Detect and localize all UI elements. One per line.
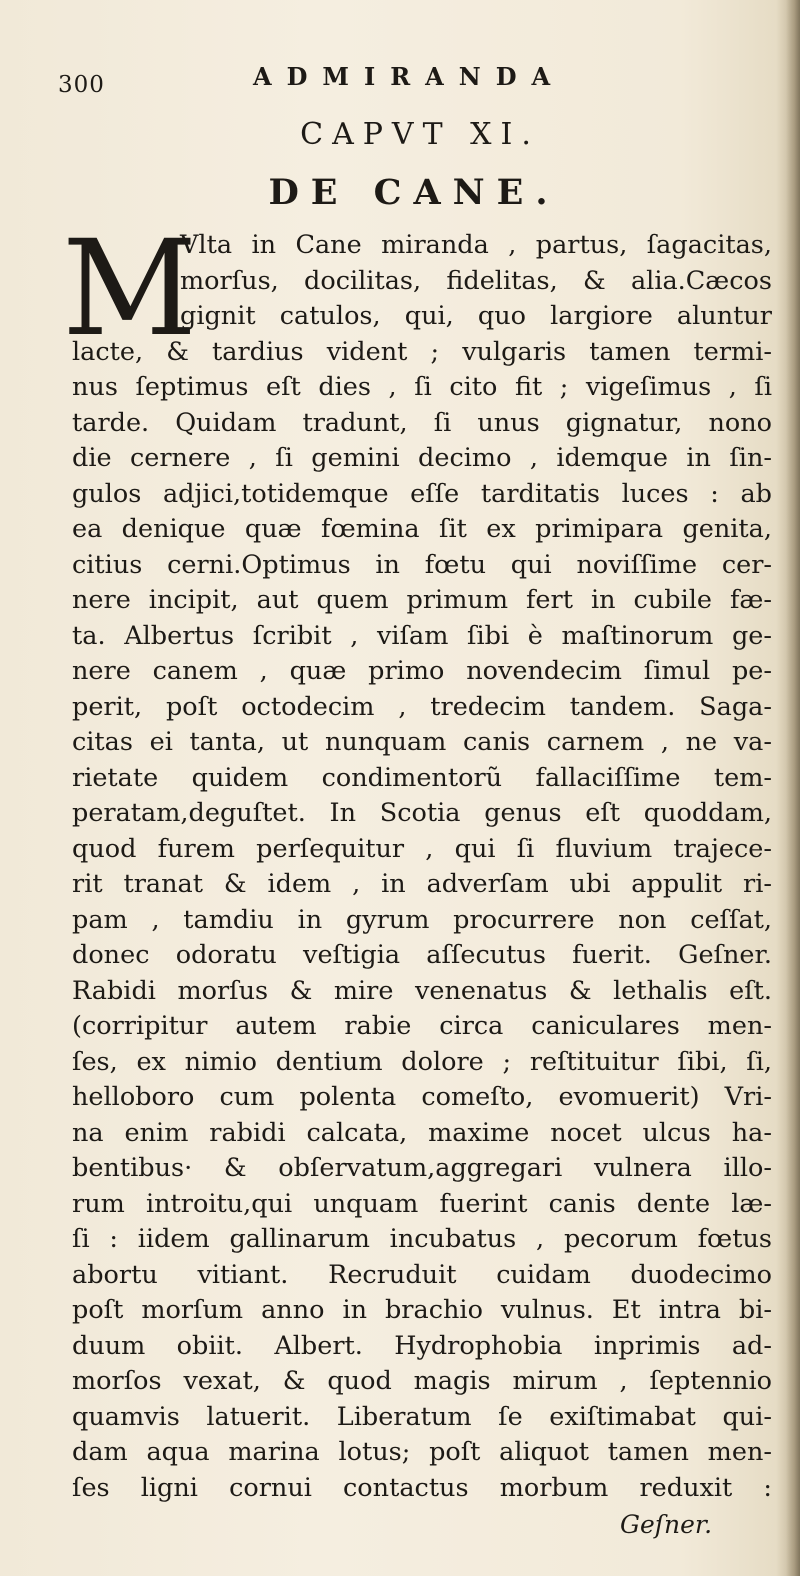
text-line: pam , tamdiu in gyrum procurrere non ceſſat, xyxy=(72,904,772,935)
text-line: nere canem , quæ primo novendecim ſimul pe- xyxy=(72,656,772,686)
text-line: ſi : iidem gallinarum incubatus , pecorum fœtus xyxy=(72,1224,772,1254)
text-line: rum introitu,qui unquam fuerint canis dente læ- xyxy=(72,1188,772,1219)
section-title: DE CANE. xyxy=(268,172,560,213)
text-line: gignit catulos, qui, quo largiore aluntur xyxy=(180,301,772,331)
text-line: ſes ligni cornui contactus morbum reduxit : xyxy=(72,1472,772,1503)
text-line: ea denique quæ fœmina ſit ex primipara genita, xyxy=(72,514,772,544)
text-line: Vlta in Cane miranda , partus, ſagacitas, xyxy=(180,230,772,260)
text-line: duum obiit. Albert. Hydrophobia inprimis ad- xyxy=(72,1330,772,1361)
text-line: morſos vexat, & quod magis mirum , ſeptennio xyxy=(72,1366,772,1396)
drop-cap: M xyxy=(62,212,196,366)
signature: Geſner. xyxy=(620,1510,713,1539)
text-line: gulos adjici,totidemque eſſe tarditatis luces : ab xyxy=(72,478,772,509)
text-line: na enim rabidi calcata, maxime nocet ulcus ha- xyxy=(72,1117,772,1148)
text-line: abortu vitiant. Recruduit cuidam duodecimo xyxy=(72,1259,772,1290)
text-line: quod furem perſequitur , qui ſi fluvium trajece- xyxy=(72,833,772,864)
text-line: nus ſeptimus eſt dies , ſi cito fit ; vigeſimus , ſi xyxy=(72,372,772,402)
text-line: morſus, docilitas, fidelitas, & alia.Cæcos xyxy=(180,265,772,296)
text-line: peratam,deguſtet. In Scotia genus eſt quoddam, xyxy=(72,798,772,828)
text-line: Rabidi morſus & mire venenatus & lethalis eſt. xyxy=(72,975,772,1006)
text-line: (corripitur autem rabie circa caniculares men- xyxy=(72,1011,772,1041)
text-line: bentibus· & obſervatum,aggregari vulnera illo- xyxy=(72,1153,772,1183)
page-number: 300 xyxy=(58,72,105,98)
text-line: quamvis latuerit. Liberatum ſe exiſtimabat qui- xyxy=(72,1401,772,1432)
page-edge-shadow xyxy=(786,0,800,1576)
text-line: ta. Albertus ſcribit , viſam ſibi è maſtinorum ge- xyxy=(72,620,772,651)
text-line: rit tranat & idem , in adverſam ubi appulit ri- xyxy=(72,869,772,899)
text-line: dam aqua marina lotus; poſt aliquot tamen men- xyxy=(72,1437,772,1467)
text-line: citas ei tanta, ut nunquam canis carnem , ne va- xyxy=(72,727,772,757)
text-line: perit, poſt octodecim , tredecim tandem. Saga- xyxy=(72,691,772,722)
text-line: citius cerni.Optimus in fœtu qui noviſſime cer- xyxy=(72,549,772,580)
text-line: donec odoratu veſtigia aſſecutus fuerit. Geſner. xyxy=(72,940,772,970)
page-header xyxy=(58,58,758,98)
text-line: tarde. Quidam tradunt, ſi unus gignatur, nono xyxy=(72,407,772,438)
text-line: ſes, ex nimio dentium dolore ; reſtituitur ſibi, ſi, xyxy=(72,1046,772,1077)
text-line: rietate quidem condimentorũ fallaciſſime tem- xyxy=(72,762,772,793)
text-line: die cernere , ſi gemini decimo , idemque in ſin- xyxy=(72,443,772,473)
chapter-heading: CAPVT XI. xyxy=(300,117,540,152)
text-line: helloboro cum polenta comeſto, evomuerit) Vri- xyxy=(72,1082,772,1112)
text-line: poſt morſum anno in brachio vulnus. Et intra bi- xyxy=(72,1295,772,1325)
text-line: lacte, & tardius vident ; vulgaris tamen termi- xyxy=(72,336,772,367)
text-line: nere incipit, aut quem primum fert in cubile fæ- xyxy=(72,585,772,615)
running-title: ADMIRANDA xyxy=(253,62,566,91)
